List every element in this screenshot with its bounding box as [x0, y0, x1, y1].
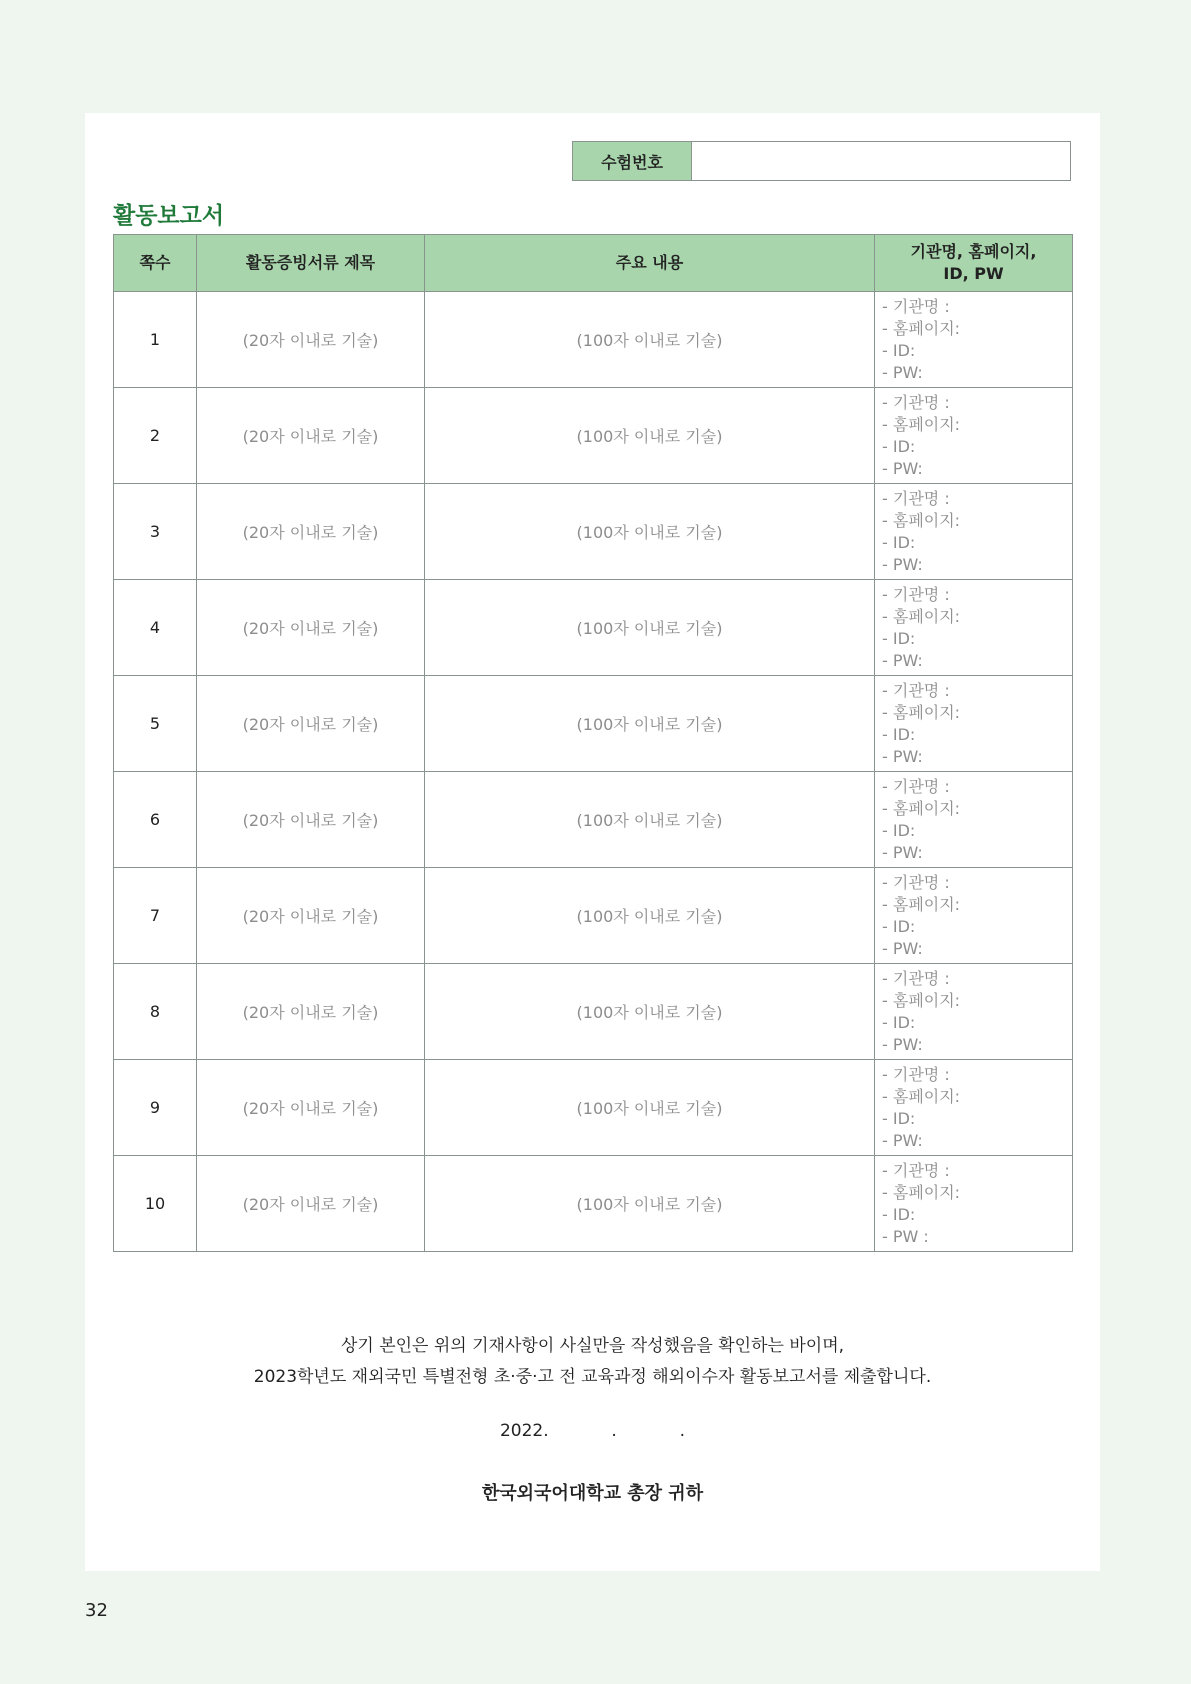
document-title: 활동보고서 [113, 203, 225, 229]
table-row [114, 388, 1073, 484]
table-header-row [114, 235, 1073, 292]
info-homepage: - 홈페이지: [882, 1182, 961, 1202]
info-pw: - PW: [882, 458, 923, 478]
exam-number-label: 수험번호 [573, 142, 692, 180]
header-page: 쪽수 [114, 235, 197, 292]
table-row [114, 676, 1073, 772]
row-page-number: 7 [114, 868, 197, 964]
header-institution-line1: 기관명, 홈페이지, [910, 242, 1037, 261]
table-row [114, 868, 1073, 964]
info-institution: - 기관명 : [882, 968, 950, 988]
info-pw: - PW: [882, 842, 923, 862]
row-page-number: 9 [114, 1060, 197, 1156]
header-institution-info [875, 235, 1073, 292]
info-id: - ID: [882, 1108, 916, 1128]
row-institution-info-cell[interactable] [875, 1060, 1073, 1156]
statement-line-1: 상기 본인은 위의 기재사항이 사실만을 작성했음을 확인하는 바이며, [340, 1336, 845, 1356]
row-page-number: 6 [114, 772, 197, 868]
row-doc-title-cell[interactable]: (20자 이내로 기술) [197, 1060, 425, 1156]
info-homepage: - 홈페이지: [882, 606, 961, 626]
info-institution: - 기관명 : [882, 584, 950, 604]
row-institution-info-cell[interactable] [875, 1156, 1073, 1252]
row-main-content-cell[interactable]: (100자 이내로 기술) [425, 1156, 875, 1252]
addressee: 한국외국어대학교 총장 귀하 [481, 1483, 704, 1504]
table-row [114, 484, 1073, 580]
info-homepage: - 홈페이지: [882, 894, 961, 914]
info-id: - ID: [882, 628, 916, 648]
row-institution-info-cell[interactable] [875, 484, 1073, 580]
info-pw: - PW: [882, 746, 923, 766]
row-doc-title-cell[interactable]: (20자 이내로 기술) [197, 676, 425, 772]
date-dot-1: . [611, 1421, 617, 1441]
info-homepage: - 홈페이지: [882, 798, 961, 818]
row-main-content-cell[interactable]: (100자 이내로 기술) [425, 868, 875, 964]
row-doc-title-cell[interactable]: (20자 이내로 기술) [197, 964, 425, 1060]
info-id: - ID: [882, 820, 916, 840]
info-pw: - PW: [882, 938, 923, 958]
row-main-content-cell[interactable]: (100자 이내로 기술) [425, 580, 875, 676]
row-page-number: 8 [114, 964, 197, 1060]
info-id: - ID: [882, 532, 916, 552]
row-institution-info-cell[interactable] [875, 676, 1073, 772]
exam-number-field[interactable] [692, 142, 1070, 180]
date-line [85, 1421, 1100, 1441]
info-pw: - PW: [882, 362, 923, 382]
info-homepage: - 홈페이지: [882, 318, 961, 338]
info-institution: - 기관명 : [882, 1160, 950, 1180]
row-institution-info-cell[interactable] [875, 868, 1073, 964]
info-institution: - 기관명 : [882, 392, 950, 412]
info-id: - ID: [882, 436, 916, 456]
info-institution: - 기관명 : [882, 296, 950, 316]
row-page-number: 2 [114, 388, 197, 484]
info-homepage: - 홈페이지: [882, 1086, 961, 1106]
info-pw: - PW: [882, 650, 923, 670]
document-sheet [85, 113, 1100, 1571]
info-homepage: - 홈페이지: [882, 510, 961, 530]
statement-line-2: 2023학년도 재외국민 특별전형 초·중·고 전 교육과정 해외이수자 활동보고서를 제출합니다. [253, 1367, 932, 1387]
table-row [114, 292, 1073, 388]
info-id: - ID: [882, 1012, 916, 1032]
row-institution-info-cell[interactable] [875, 580, 1073, 676]
info-pw: - PW : [882, 1226, 929, 1246]
info-pw: - PW: [882, 1130, 923, 1150]
info-institution: - 기관명 : [882, 488, 950, 508]
row-main-content-cell[interactable]: (100자 이내로 기술) [425, 772, 875, 868]
date-dot-2: . [679, 1421, 686, 1441]
info-homepage: - 홈페이지: [882, 414, 961, 434]
header-doc-title: 활동증빙서류 제목 [197, 235, 425, 292]
row-main-content-cell[interactable]: (100자 이내로 기술) [425, 676, 875, 772]
header-institution-line2: ID, PW [943, 264, 1004, 283]
row-main-content-cell[interactable]: (100자 이내로 기술) [425, 484, 875, 580]
info-id: - ID: [882, 724, 916, 744]
table-row [114, 772, 1073, 868]
date-year: 2022. [499, 1421, 549, 1441]
row-main-content-cell[interactable]: (100자 이내로 기술) [425, 388, 875, 484]
table-row [114, 964, 1073, 1060]
table-row [114, 580, 1073, 676]
exam-number-box [572, 141, 1071, 181]
header-main-content: 주요 내용 [425, 235, 875, 292]
row-doc-title-cell[interactable]: (20자 이내로 기술) [197, 1156, 425, 1252]
activity-report-table [113, 234, 1073, 1252]
row-doc-title-cell[interactable]: (20자 이내로 기술) [197, 772, 425, 868]
table-body [114, 292, 1073, 1252]
row-page-number: 10 [114, 1156, 197, 1252]
row-institution-info-cell[interactable] [875, 388, 1073, 484]
info-id: - ID: [882, 1204, 916, 1224]
row-doc-title-cell[interactable]: (20자 이내로 기술) [197, 484, 425, 580]
info-pw: - PW: [882, 554, 923, 574]
info-homepage: - 홈페이지: [882, 702, 961, 722]
info-pw: - PW: [882, 1034, 923, 1054]
info-institution: - 기관명 : [882, 872, 950, 892]
row-main-content-cell[interactable]: (100자 이내로 기술) [425, 964, 875, 1060]
row-institution-info-cell[interactable] [875, 964, 1073, 1060]
row-doc-title-cell[interactable]: (20자 이내로 기술) [197, 388, 425, 484]
page-number: 32 [85, 1600, 108, 1621]
row-institution-info-cell[interactable] [875, 772, 1073, 868]
row-page-number: 3 [114, 484, 197, 580]
row-doc-title-cell[interactable]: (20자 이내로 기술) [197, 292, 425, 388]
row-institution-info-cell[interactable] [875, 292, 1073, 388]
row-main-content-cell[interactable]: (100자 이내로 기술) [425, 292, 875, 388]
confirmation-statement [85, 1331, 1100, 1393]
info-id: - ID: [882, 916, 916, 936]
row-main-content-cell[interactable]: (100자 이내로 기술) [425, 1060, 875, 1156]
table-row [114, 1060, 1073, 1156]
row-doc-title-cell[interactable]: (20자 이내로 기술) [197, 580, 425, 676]
info-institution: - 기관명 : [882, 776, 950, 796]
table-row [114, 1156, 1073, 1252]
info-id: - ID: [882, 340, 916, 360]
info-homepage: - 홈페이지: [882, 990, 961, 1010]
row-doc-title-cell[interactable]: (20자 이내로 기술) [197, 868, 425, 964]
row-page-number: 4 [114, 580, 197, 676]
row-page-number: 1 [114, 292, 197, 388]
row-page-number: 5 [114, 676, 197, 772]
info-institution: - 기관명 : [882, 680, 950, 700]
info-institution: - 기관명 : [882, 1064, 950, 1084]
